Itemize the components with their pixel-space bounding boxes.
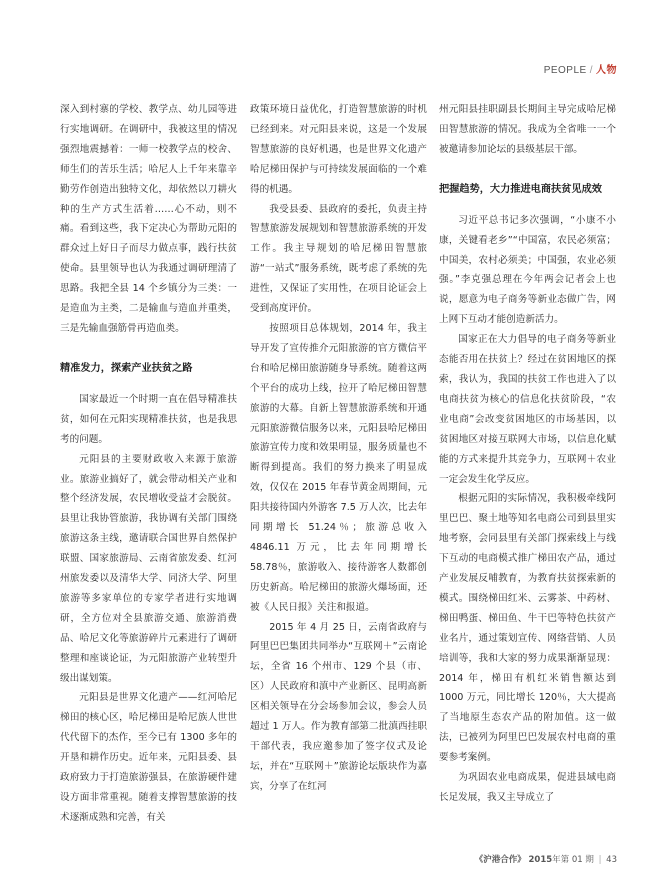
paragraph: 元阳县是世界文化遗产——红河哈尼梯田的核心区，哈尼梯田是哈尼族人世世代代留下的杰作，至今已有 1300 多年的开垦和耕作历史。近年来，元阳县委、县政府致力于打造旅游强县，在旅游硬件建设方面非常重视。随着支撑智慧旅游的技术逐渐成熟和完善，有关 (60, 692, 237, 823)
page-number: 43 (606, 855, 617, 865)
paragraph: 根据元阳的实际情况，我积极牵线阿里巴巴、聚土地等知名电商公司到县里实地考察，会同县里有关部门探索线上与线下互动的电商模式推广梯田农产品，通过产业发展反哺教育，为教育扶贫探索新的模式。围绕梯田红米、云雾茶、中药材、梯田鸭蛋、梯田鱼、牛干巴等特色扶贫产业名片，通过策划宣传、网络营销、人员培训等，我和大家的努力成果渐渐显现：2014 年，梯田有机红米销售额达到 1000 万元，同比增长 120％，大大提高了当地原生态农产品的附加值。这一做法，已被列为阿里巴巴发展农村电商的重要参考案例。 (439, 493, 616, 764)
paragraph: 州元阳县挂职副县长期间主导完成哈尼梯田智慧旅游的情况。我成为全省唯一一个被邀请参加论坛的县级基层干部。 (439, 104, 616, 155)
page-footer: 《沪港合作》 2015年第 01 期 | 43 (474, 855, 617, 865)
magazine-title: 《沪港合作》 (474, 855, 526, 865)
page-header (544, 61, 617, 76)
issue-year: 2015 (528, 855, 553, 865)
text-column-1 (60, 100, 237, 828)
text-column-2 (250, 100, 427, 797)
paragraph: 国家最近一个时期一直在倡导精准扶贫，如何在元阳实现精准扶贫，也是我思考的问题。 (60, 393, 237, 445)
paragraph: 为巩固农业电商成果，促进县域电商长足发展，我又主导成立了 (439, 772, 616, 803)
paragraph: 按照项目总体规划，2014 年，我主导开发了宣传推介元阳旅游的官方微信平台和哈尼梯田旅游随身导系统。随着这两个平台的成功上线，拉开了哈尼梯田智慧旅游的大幕。自新上智慧旅游系统和开通元阳旅游微信服务以来，元阳县哈尼梯田旅游宣传力度和效果明显，服务质量也不断得到提高。我们的努力换来了明显成效，仅仅在 2015 年春节黄金周期间，元阳共接待国内外游客 7.5 万人次，比去年同期增长 51.24％；旅游总收入 4846.11 万元，比去年同期增长 58.78％，旅游收入、接待游客人数都创历史新高。哈尼梯田的旅游火爆场面，还被《人民日报》关注和报道。 (250, 322, 427, 613)
section-heading: 精准发力，探索产业扶贫之路 (60, 362, 193, 374)
header-separator: / (589, 65, 593, 76)
paragraph: 习近平总书记多次强调，“小康不小康，关键看老乡”“中国富，农民必须富；中国美，农村必须美；中国强，农业必须强。”李克强总理在今年两会记者会上也说，愿意为电子商务等新业态做广告，网上网下互动才能创造新活力。 (439, 214, 616, 326)
paragraph: 政策环境日益优化，打造智慧旅游的时机已经到来。对元阳县来说，这是一个发展智慧旅游的良好机遇，也是世界文化遗产哈尼梯田保护与可持续发展面临的一个难得的机遇。 (250, 104, 427, 195)
section-heading: 把握趋势，大力推进电商扶贫见成效 (439, 183, 602, 195)
paragraph: 元阳县的主要财政收入来源于旅游业。旅游业搞好了，就会带动相关产业和整个经济发展，农民增收受益才会脱贫。县里让我协管旅游，我协调有关部门围绕旅游这条主线，邀请联合国世界自然保护联盟、国家旅游局、云南省旅发委、红河州旅发委以及清华大学、同济大学、阿里旅游等多家单位的专家学者进行实地调研，全方位对全县旅游交通、旅游消费品、哈尼文化等旅游碎片元素进行了调研整理和座谈论证，为元阳旅游产业转型升级出谋划策。 (60, 453, 237, 684)
paragraph: 国家正在大力倡导的电子商务等新业态能否用在扶贫上？经过在贫困地区的探索，我认为，我国的扶贫工作也进入了以电商扶贫为核心的信息化扶贫阶段，“农业电商”会改变贫困地区的市场基因，以贫困地区对接互联网大市场，以信息化赋能的方式来提升其竞争力，互联网＋农业一定会发生化学反应。 (439, 334, 616, 485)
paragraph: 深入到村寨的学校、教学点、幼儿园等进行实地调研。在调研中，我被这里的情况强烈地震撼着：一师一校教学点的校舍、师生们的苦乐生活；哈尼人上千年来靠辛勤劳作创造出独特文化，却依然以刀耕火种的生产方式生活着……心不动，则不痛。看到这些，我下定决心为帮助元阳的群众过上好日子而尽力做点事，践行扶贫使命。县里领导也认为我通过调研理清了思路。我把全县 14 个乡镇分为三类：一是造血为主类，二是输血与造血并重类，三是先输血强筋骨再造血类。 (60, 104, 237, 334)
issue-number: 年第 01 期 (552, 855, 594, 865)
header-category-en: PEOPLE (543, 65, 587, 76)
paragraph: 我受县委、县政府的委托，负责主持智慧旅游发展规划和智慧旅游系统的开发工作。我主导规划的哈尼梯田智慧旅游“一站式”服务系统，既考虑了系统的先进性，又保证了实用性，在项目论证会上受到高度评价。 (250, 203, 427, 315)
paragraph: 2015 年 4 月 25 日，云南省政府与阿里巴巴集团共同举办“互联网＋”云南论坛，全省 16 个州市、129 个县（市、区）人民政府和滇中产业新区、昆明高新区相关领导在分会场参加会议，参会人员超过 1 万人。作为教育部第二批滇西挂职干部代表，我应邀参加了签字仪式及论坛，并在“互联网＋”旅游论坛版块作为嘉宾，分享了在红河 (250, 621, 427, 792)
text-column-3 (439, 100, 616, 808)
header-category-cn: 人物 (596, 65, 617, 76)
